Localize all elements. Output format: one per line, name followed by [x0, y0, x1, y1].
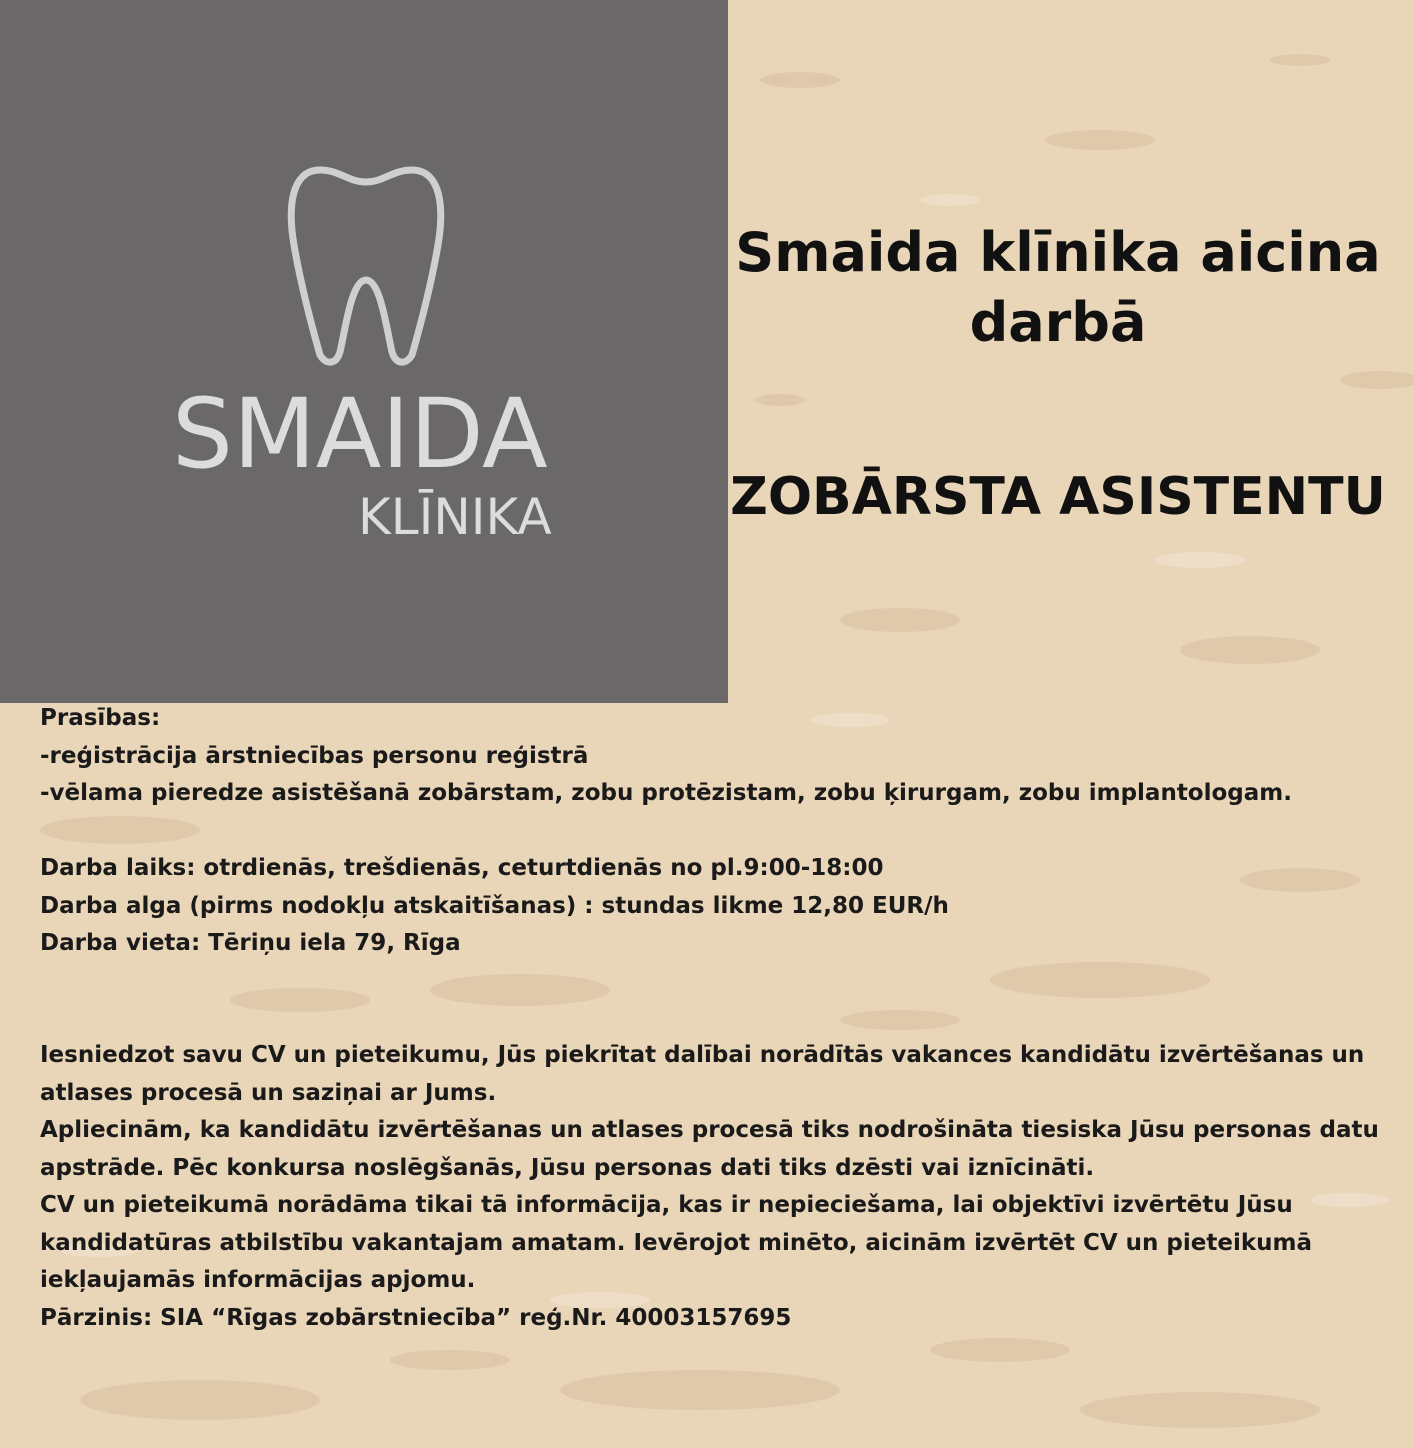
position-title: ZOBĀRSTA ASISTENTU	[730, 467, 1386, 527]
work-location: Darba vieta: Tēriņu iela 79, Rīga	[40, 930, 461, 956]
work-hours: Darba laiks: otrdienās, trešdienās, ceturtdienās no pl.9:00-18:00	[40, 855, 884, 881]
privacy-paragraph-3: CV un pieteikumā norādāma tikai tā informācija, kas ir nepieciešama, lai objektīvi izvērtētu Jūsu kandidatūras atbilstību vakantajam amatam. Ievērojot minēto, aicinām izvērtēt CV un pieteikumā iekļaujamās informācijas apjomu.	[40, 1192, 1312, 1293]
logo-wordmark: SMAIDA	[172, 378, 548, 490]
requirement-item: -vēlama pieredze asistēšanā zobārstam, zobu protēzistam, zobu ķirurgam, zobu implantologam.	[40, 780, 1292, 806]
logo-panel	[0, 0, 728, 703]
headline-line-1: Smaida klīnika aicina	[735, 221, 1381, 284]
headline-line-2: darbā	[969, 291, 1147, 354]
requirements-section	[40, 700, 1410, 813]
requirements-heading: Prasības:	[40, 705, 161, 731]
data-controller: Pārzinis: SIA “Rīgas zobārstniecība” reģ.Nr. 40003157695	[40, 1304, 792, 1331]
privacy-section	[40, 1037, 1410, 1337]
work-info-section	[40, 850, 1410, 963]
tooth-icon	[280, 160, 452, 370]
privacy-paragraph-2: Apliecinām, ka kandidātu izvērtēšanas un atlases procesā tiks nodrošināta tiesiska Jūsu personas datu apstrāde. Pēc konkursa noslēgšanās, Jūsu personas dati tiks dzēsti vai iznīcināti.	[40, 1117, 1379, 1181]
work-salary: Darba alga (pirms nodokļu atskaitīšanas) : stundas likme 12,80 EUR/h	[40, 892, 949, 919]
requirement-item: -reģistrācija ārstniecības personu reģistrā	[40, 742, 589, 769]
privacy-paragraph-1: Iesniedzot savu CV un pieteikumu, Jūs piekrītat dalībai norādītās vakances kandidātu izvērtēšanas un atlases procesā un saziņai ar Jums.	[40, 1042, 1365, 1106]
headline	[728, 218, 1388, 358]
logo-subtitle: KLĪNIKA	[358, 488, 552, 546]
